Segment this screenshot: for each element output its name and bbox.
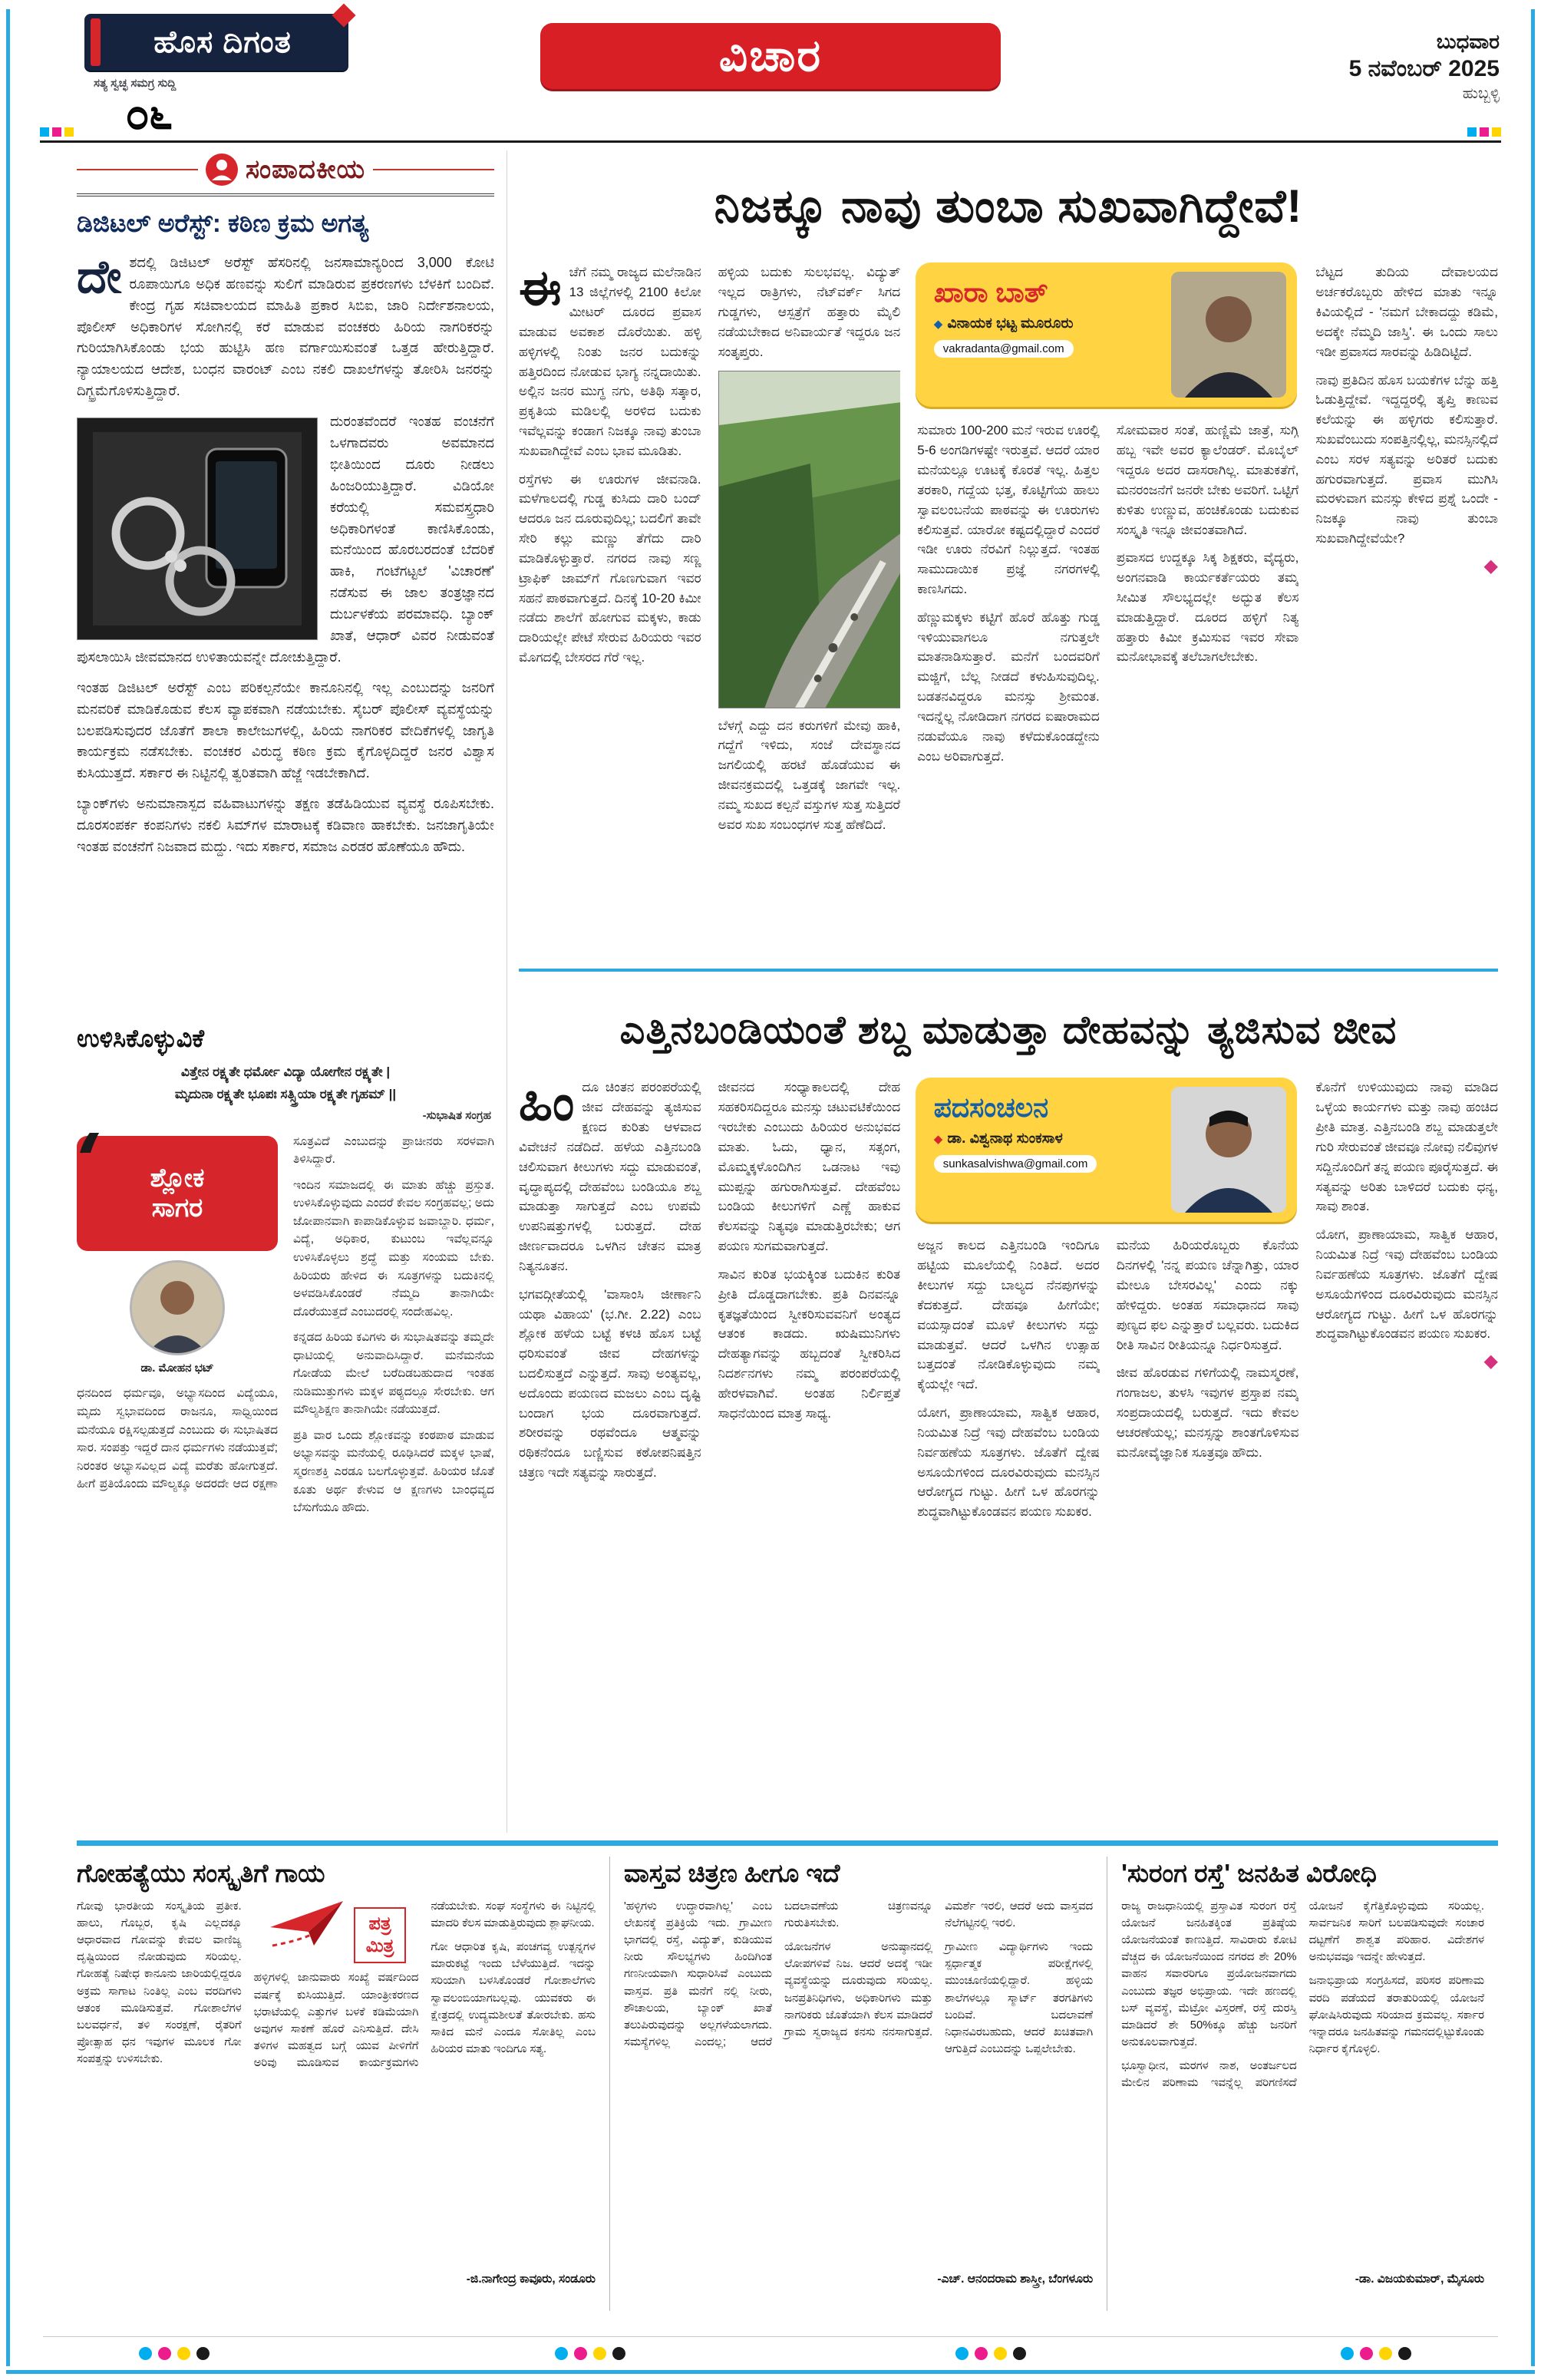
second-article (519, 982, 1498, 1847)
editorial-headline: ಡಿಜಿಟಲ್ ಅರೆಸ್ಟ್: ಕಠಿಣ ಕ್ರಮ ಅಗತ್ಯ (77, 209, 369, 237)
newspaper-tagline: ಸತ್ಯ ಸ್ವಚ್ಛ ಸಮಗ್ರ ಸುದ್ದಿ (94, 77, 177, 90)
editorial-emblem-icon (206, 153, 238, 186)
newspaper-logo (84, 14, 348, 71)
yellow-dot-icon (177, 2347, 190, 2360)
article-paragraph: ಬೆಟ್ಟದ ತುದಿಯ ದೇವಾಲಯದ ಅರ್ಚಕರೊಬ್ಬರು ಹೇಳಿದ ಮಾತು ಇನ್ನೂ ಕಿವಿಯಲ್ಲಿದೆ - 'ನಮಗೆ ಬೇಕಾದದ್ದು ಕಡಿಮೆ, ಅದಕ್ಕೇ ನೆಮ್ಮದಿ ಜಾಸ್ತಿ'. ಈ ಒಂದು ಸಾಲು ಇಡೀ ಪ್ರವಾಸದ ಸಾರವನ್ನು ಹಿಡಿದಿಟ್ಟಿದೆ. (1315, 265, 1498, 359)
section-banner (540, 23, 1001, 89)
date-block (1349, 29, 1500, 104)
article-paragraph: ಯೋಗ, ಪ್ರಾಣಾಯಾಮ, ಸಾತ್ವಿಕ ಆಹಾರ, ನಿಯಮಿತ ನಿದ್ರೆ ಇವು ದೇಹವೆಂಬ ಬಂಡಿಯ ನಿರ್ವಹಣೆಯ ಸೂತ್ರಗಳು. ಜೊತೆಗೆ ದ್ವೇಷ ಅಸೂಯೆಗಳಿಂದ ದೂರವಿರುವುದು ಮನಸ್ಸಿನ ಆರೋಗ್ಯದ ಗುಟ್ಟು. ಹೀಗೆ ಒಳ ಹೊರಗನ್ನು ಶುದ್ಧವಾಗಿಟ್ಟುಕೊಂಡವನ ಪಯಣ ಸುಖಕರ. (1315, 1227, 1498, 1342)
article-paragraph: ಬೆಳಗ್ಗೆ ಎದ್ದು ದನ ಕರುಗಳಿಗೆ ಮೇವು ಹಾಕಿ, ಗದ್ದೆಗೆ ಇಳಿದು, ಸಂಜೆ ದೇವಸ್ಥಾನದ ಜಗಲಿಯಲ್ಲಿ ಹರಟೆ ಹೊಡೆಯುವ ಈ ಜೀವನಕ್ರಮದಲ್ಲಿ ಒತ್ತಡಕ್ಕೆ ಜಾಗವೇ ಇಲ್ಲ. ನಮ್ಮ ಸುಖದ ಕಲ್ಪನೆ ವಸ್ತುಗಳ ಸುತ್ತ ಸುತ್ತಿದರೆ ಅವರ ಸುಖ ಸಂಬಂಧಗಳ ಸುತ್ತ ಹೆಣೆದಿದೆ. (718, 718, 901, 832)
shloka-paragraph: ಕನ್ನಡದ ಹಿರಿಯ ಕವಿಗಳು ಈ ಸುಭಾಷಿತವನ್ನು ತಮ್ಮದೇ ಧಾಟಿಯಲ್ಲಿ ಅನುವಾದಿಸಿದ್ದಾರೆ. ಮನೆಮನೆಯ ಗೋಡೆಯ ಮೇಲೆ ಬರೆದಿಡಬಹುದಾದ ಇಂತಹ ನುಡಿಮುತ್ತುಗಳು ಮಕ್ಕಳ ಪಠ್ಯದಲ್ಲೂ ಸೇರಬೇಕು. ಆಗ ಮೌಲ್ಯಶಿಕ್ಷಣ ತಾನಾಗಿಯೇ ನಡೆಯುತ್ತದೆ. (293, 1331, 494, 1417)
editorial-body (77, 253, 494, 1005)
article-end-mark: ◆ (1483, 555, 1498, 576)
shloka-paragraph: ಪ್ರತಿ ವಾರ ಒಂದು ಶ್ಲೋಕವನ್ನು ಕಂಠಪಾಠ ಮಾಡುವ ಅಭ್ಯಾಸವನ್ನು ಮನೆಯಲ್ಲಿ ರೂಢಿಸಿದರೆ ಮಕ್ಕಳ ಭಾಷೆ, ಸ್ಮರಣಶಕ್ತಿ ಎರಡೂ ಬಲಗೊಳ್ಳುತ್ತವೆ. ಹಿರಿಯರ ಜೊತೆ ಕೂತು ಅರ್ಥ ಕೇಳುವ ಆ ಕ್ಷಣಗಳು ಬಾಂಧವ್ಯದ ಬೆಸುಗೆಯೂ ಹೌದು. (293, 1428, 494, 1515)
yellow-dot-icon (1379, 2347, 1392, 2360)
letter-paragraph: ಗೋ ಆಧಾರಿತ ಕೃಷಿ, ಪಂಚಗವ್ಯ ಉತ್ಪನ್ನಗಳ ಮಾರುಕಟ್ಟೆ ಇಂದು ಬೆಳೆಯುತ್ತಿದೆ. ಇದನ್ನು ಸರಿಯಾಗಿ ಬಳಸಿಕೊಂಡರೆ ಗೋಶಾಲೆಗಳು ಸ್ವಾವಲಂಬಿಯಾಗಬಲ್ಲವು. ಯುವಕರು ಈ ಕ್ಷೇತ್ರದಲ್ಲಿ ಉದ್ಯಮಶೀಲತೆ ತೋರಬೇಕು. ಹಸು ಸಾಕಿದ ಮನೆ ಎಂದೂ ಸೋತಿಲ್ಲ ಎಂಬ ಹಿರಿಯರ ಮಾತು ಇಂದಿಗೂ ಸತ್ಯ. (431, 1940, 596, 2056)
letter-headline: ವಾಸ್ತವ ಚಿತ್ರಣ ಹೀಗೂ ಇದೆ (623, 1859, 840, 1887)
article-paragraph: ಸಾವಿನ ಕುರಿತ ಭಯಕ್ಕಿಂತ ಬದುಕಿನ ಕುರಿತ ಪ್ರೀತಿ ದೊಡ್ಡದಾಗಬೇಕು. ಪ್ರತಿ ದಿನವನ್ನೂ ಕೃತಜ್ಞತೆಯಿಂದ ಸ್ವೀಕರಿಸುವವನಿಗೆ ಅಂತ್ಯದ ಆತಂಕ ಕಾಡದು. ಋಷಿಮುನಿಗಳು ದೇಹತ್ಯಾಗವನ್ನು ಹಬ್ಬದಂತೆ ಸ್ವೀಕರಿಸಿದ ನಿದರ್ಶನಗಳು ನಮ್ಮ ಪರಂಪರೆಯಲ್ಲಿ ಹೇರಳವಾಗಿವೆ. ಅಂತಹ ನಿರ್ಲಿಪ್ತತೆ ಸಾಧನೆಯಿಂದ ಮಾತ್ರ ಸಾಧ್ಯ. (718, 1266, 901, 1421)
article-paragraph: ಹೆಣ್ಣುಮಕ್ಕಳು ಕಟ್ಟಿಗೆ ಹೊರೆ ಹೊತ್ತು ಗುಡ್ಡ ಇಳಿಯುವಾಗಲೂ ನಗುತ್ತಲೇ ಮಾತನಾಡಿಸುತ್ತಾರೆ. ಮನೆಗೆ ಬಂದವರಿಗೆ ಮಜ್ಜಿಗೆ, ಬೆಲ್ಲ ನೀಡದೆ ಕಳುಹಿಸುವುದಿಲ್ಲ. ಬಡತನವಿದ್ದರೂ ಮನಸ್ಸು ಶ್ರೀಮಂತ. ಇದನ್ನೆಲ್ಲ ನೋಡಿದಾಗ ನಗರದ ಐಷಾರಾಮದ ನಡುವೆಯೂ ನಾವು ಕಳೆದುಕೊಂಡದ್ದೇನು ಎಂಬ ಅರಿವಾಗುತ್ತದೆ. (917, 609, 1100, 764)
yellow-dot-icon (593, 2347, 606, 2360)
diamond-bullet-icon: ◆ (933, 318, 943, 332)
color-registration-dots (555, 2347, 625, 2360)
hill-road-photo (718, 371, 901, 708)
shloka-verse-line-1: ವಿತ್ತೇನ ರಕ್ಷ್ಯತೇ ಧರ್ಮೋ ವಿದ್ಯಾ ಯೋಗೇನ ರಕ್ಷ್ಯತೇ | (180, 1064, 391, 1079)
article-column-1 (519, 1078, 701, 1847)
letter-headline: ಗೋಹತ್ಯೆಯು ಸಂಸ್ಕೃತಿಗೆ ಗಾಯ (77, 1859, 325, 1887)
letter-article-1 (77, 1857, 609, 2311)
letter-headline: 'ಸುರಂಗ ರಸ್ತೆ' ಜನಹಿತ ವಿರೋಧಿ (1121, 1859, 1377, 1887)
yellow-mark-icon (1492, 127, 1501, 137)
shloka-section-headline: ಉಳಿಸಿಕೊಳ್ಳುವಿಕೆ (77, 1024, 205, 1052)
editorial-paragraph: ಇಂತಹ ಡಿಜಿಟಲ್ ಅರೆಸ್ಟ್ ಎಂಬ ಪರಿಕಲ್ಪನೆಯೇ ಕಾನೂನಿನಲ್ಲಿ ಇಲ್ಲ ಎಂಬುದನ್ನು ಜನರಿಗೆ ಮನವರಿಕೆ ಮಾಡಿಕೊಡುವ ಕೆಲಸ ವ್ಯಾಪಕವಾಗಿ ನಡೆಯಬೇಕು. ಸೈಬರ್ ಪೊಲೀಸ್ ವ್ಯವಸ್ಥೆಯನ್ನು ಬಲಪಡಿಸುವುದರ ಜೊತೆಗೆ ಶಾಲಾ ಕಾಲೇಜುಗಳಲ್ಲಿ, ಹಿರಿಯ ನಾಗರಿಕರ ವೇದಿಕೆಗಳಲ್ಲಿ ಜಾಗೃತಿ ಕಾರ್ಯಕ್ರಮ ನಡೆಸಬೇಕು. ವಂಚಕರ ವಿರುದ್ಧ ಕಠಿಣ ಕ್ರಮ ಕೈಗೊಳ್ಳದಿದ್ದರೆ ಜನರ ವಿಶ್ವಾಸ ಕುಸಿಯುತ್ತದೆ. ಸರ್ಕಾರ ಈ ನಿಟ್ಟಿನಲ್ಲಿ ತ್ವರಿತವಾಗಿ ಹೆಜ್ಜೆ ಇಡಬೇಕಾಗಿದೆ. (77, 679, 494, 781)
article-paragraph: ದೂ ಚಿಂತನ ಪರಂಪರೆಯಲ್ಲಿ ಜೀವ ದೇಹವನ್ನು ತ್ಯಜಿಸುವ ಕ್ಷಣದ ಕುರಿತು ಆಳವಾದ ವಿವೇಚನೆ ನಡೆದಿದೆ. ಹಳೆಯ ಎತ್ತಿನಬಂಡಿ ಚಲಿಸುವಾಗ ಕೀಲುಗಳು ಸದ್ದು ಮಾಡುವಂತೆ, ವೃದ್ಧಾಪ್ಯದಲ್ಲಿ ದೇಹವೆಂಬ ಬಂಡಿಯೂ ಶಬ್ದ ಮಾಡುತ್ತಾ ಸಾಗುತ್ತದೆ ಎಂಬ ಉಪಮೆ ಉಪನಿಷತ್ತುಗಳಲ್ಲಿ ಬರುತ್ತದೆ. ದೇಹ ಜೀರ್ಣವಾದರೂ ಒಳಗಿನ ಚೇತನ ಮಾತ್ರ ನಿತ್ಯನೂತನ. (519, 1080, 701, 1273)
letter-signature: -ಎಚ್. ಆನಂದರಾಮ ಶಾಸ್ತ್ರೀ, ಬೆಂಗಳೂರು (937, 2272, 1094, 2286)
magenta-mark-icon (52, 127, 61, 137)
article-paragraph: ಯೋಗ, ಪ್ರಾಣಾಯಾಮ, ಸಾತ್ವಿಕ ಆಹಾರ, ನಿಯಮಿತ ನಿದ್ರೆ ಇವು ದೇಹವೆಂಬ ಬಂಡಿಯ ನಿರ್ವಹಣೆಯ ಸೂತ್ರಗಳು. ಜೊತೆಗೆ ದ್ವೇಷ ಅಸೂಯೆಗಳಿಂದ ದೂರವಿರುವುದು ಮನಸ್ಸಿನ ಆರೋಗ್ಯದ ಗುಟ್ಟು. ಹೀಗೆ ಒಳ ಹೊರಗನ್ನು ಶುದ್ಧವಾಗಿಟ್ಟುಕೊಂಡವನ ಪಯಣ ಸುಖಕರ. (917, 1405, 1100, 1520)
author-card-padasanchalana (916, 1078, 1298, 1222)
article-column-2 (718, 262, 901, 993)
magenta-dot-icon (975, 2347, 988, 2360)
letters-strip (77, 1840, 1498, 2329)
article-paragraph: ಹಳ್ಳಿಯ ಬದುಕು ಸುಲಭವಲ್ಲ. ವಿದ್ಯುತ್ ಇಲ್ಲದ ರಾತ್ರಿಗಳು, ನೆಟ್‌ವರ್ಕ್ ಸಿಗದ ಗುಡ್ಡಗಳು, ಆಸ್ಪತ್ರೆಗೆ ಹತ್ತಾರು ಮೈಲಿ ನಡೆಯಬೇಕಾದ ಅನಿವಾರ್ಯತೆ ಇದ್ದರೂ ಜನ ಸಂತೃಪ್ತರು. (718, 265, 901, 359)
shloka-box-line2: ಸಾಗರ (151, 1193, 203, 1223)
page-header (40, 12, 1501, 143)
column-title: ಖಾರಾ ಬಾತ್ (933, 276, 1048, 309)
author-email: vakradanta@gmail.com (934, 340, 1074, 358)
letter-paragraph: ಗೋವು ಭಾರತೀಯ ಸಂಸ್ಕೃತಿಯ ಪ್ರತೀಕ. ಹಾಲು, ಗೊಬ್ಬರ, ಕೃಷಿ ಎಲ್ಲದಕ್ಕೂ ಆಧಾರವಾದ ಗೋವನ್ನು ಕೇವಲ ವಾಣಿಜ್ಯ ದೃಷ್ಟಿಯಿಂದ ನೋಡುವುದು ಸರಿಯಲ್ಲ. ಗೋಹತ್ಯೆ ನಿಷೇಧ ಕಾನೂನು ಜಾರಿಯಲ್ಲಿದ್ದರೂ ಅಕ್ರಮ ಸಾಗಾಟ ನಿಂತಿಲ್ಲ ಎಂಬ ವರದಿಗಳು ಆತಂಕ ಮೂಡಿಸುತ್ತವೆ. ಗೋಶಾಲೆಗಳ ಬಲವರ್ಧನೆ, ತಳಿ ಸಂರಕ್ಷಣೆ, ರೈತರಿಗೆ ಪ್ರೋತ್ಸಾಹ ಧನ ಇವುಗಳ ಮೂಲಕ ಗೋ ಸಂಪತ್ತನ್ನು ಉಳಿಸಬೇಕು. (77, 1900, 242, 2066)
paper-plane-icon (266, 1898, 351, 1952)
editorial-paragraph: ದುರಂತವೆಂದರೆ ಇಂತಹ ವಂಚನೆಗೆ ಒಳಗಾದವರು ಅವಮಾನದ ಭೀತಿಯಿಂದ ದೂರು ನೀಡಲು ಹಿಂಜರಿಯುತ್ತಿದ್ದಾರೆ. ವಿಡಿಯೋ ಕರೆಯಲ್ಲಿ ಸಮವಸ್ತ್ರಧಾರಿ ಅಧಿಕಾರಿಗಳಂತೆ ಕಾಣಿಸಿಕೊಂಡು, ಮನೆಯಿಂದ ಹೊರಬರದಂತೆ ಬೆದರಿಕೆ ಹಾಕಿ, ಗಂಟೆಗಟ್ಟಲೆ 'ವಿಚಾರಣೆ' ನಡೆಸುವ ಈ ಜಾಲ ತಂತ್ರಜ್ಞಾನದ ದುರ್ಬಳಕೆಯ ಪರಮಾವಧಿ. ಬ್ಯಾಂಕ್ ಖಾತೆ, ಆಧಾರ್ ವಿವರ ನೀಡುವಂತೆ ಪುಸಲಾಯಿಸಿ ಜೀವಮಾನದ ಉಳಿತಾಯವನ್ನೇ ದೋಚುತ್ತಿದ್ದಾರೆ. (77, 414, 494, 665)
author-name: ◆ ಡಾ. ವಿಶ್ವನಾಥ ಸುಂಕಸಾಳ (933, 1131, 1063, 1147)
diamond-bullet-icon: ◆ (933, 1133, 943, 1147)
letters-row (77, 1857, 1498, 2311)
letter-paragraph: ಹಳ್ಳಿಗಳಲ್ಲಿ ಜಾನುವಾರು ಸಂಖ್ಯೆ ವರ್ಷದಿಂದ ವರ್ಷಕ್ಕೆ ಕುಸಿಯುತ್ತಿದೆ. ಯಾಂತ್ರೀಕರಣದ ಭರಾಟೆಯಲ್ಲಿ ಎತ್ತುಗಳ ಬಳಕೆ ಕಡಿಮೆಯಾಗಿ ಅವುಗಳ ಸಾಕಣೆ ಹೊರೆ ಎನಿಸುತ್ತಿದೆ. ದೇಸಿ ತಳಿಗಳ ಮಹತ್ವದ ಬಗ್ಗೆ ಯುವ ಪೀಳಿಗೆಗೆ ಅರಿವು ಮೂಡಿಸುವ ಕಾರ್ಯಕ್ರಮಗಳು ನಡೆಯಬೇಕು. ಸಂಘ ಸಂಸ್ಥೆಗಳು ಈ ನಿಟ್ಟಿನಲ್ಲಿ ಮಾದರಿ ಕೆಲಸ ಮಾಡುತ್ತಿರುವುದು ಶ್ಲಾಘನೀಯ. (253, 1900, 596, 2070)
footer-rule (43, 2336, 1498, 2337)
column-title: ಪದಸಂಚಲನ (933, 1091, 1049, 1124)
letter-signature: -ಡಾ. ವಿಜಯಕುಮಾರ್, ಮೈಸೂರು (1355, 2272, 1484, 2286)
patra-mitra-graphic (254, 1898, 419, 1964)
page-number: ೦೬ (126, 91, 173, 137)
lead-article (519, 150, 1498, 993)
lead-article-body (519, 262, 1498, 993)
logo-ribbon-icon (91, 18, 101, 66)
shloka-sagara-graphic (77, 1136, 278, 1378)
shloka-paragraph: ಇಂದಿನ ಸಮಾಜದಲ್ಲಿ ಈ ಮಾತು ಹೆಚ್ಚು ಪ್ರಸ್ತುತ. ಉಳಿಸಿಕೊಳ್ಳುವುದು ಎಂದರೆ ಕೇವಲ ಸಂಗ್ರಹವಲ್ಲ; ಅದು ಜೋಪಾನವಾಗಿ ಕಾಪಾಡಿಕೊಳ್ಳುವ ಜವಾಬ್ದಾರಿ. ಧರ್ಮ, ವಿದ್ಯೆ, ಅಧಿಕಾರ, ಕುಟುಂಬ ಇವೆಲ್ಲವನ್ನೂ ಉಳಿಸಿಕೊಳ್ಳಲು ಶ್ರದ್ಧೆ ಮತ್ತು ಸಂಯಮ ಬೇಕು. ಹಿರಿಯರು ಹೇಳಿದ ಈ ಸೂತ್ರಗಳನ್ನು ಬದುಕಿನಲ್ಲಿ ಅಳವಡಿಸಿಕೊಂಡರೆ ನೆಮ್ಮದಿ ತಾನಾಗಿಯೇ ದೊರೆಯುತ್ತದೆ ಎಂಬುದರಲ್ಲಿ ಸಂದೇಹವಿಲ್ಲ. (293, 1178, 494, 1319)
magenta-mark-icon (1480, 127, 1489, 137)
weekday: ಬುಧವಾರ (1436, 30, 1500, 53)
rule-left (77, 169, 198, 170)
cyan-mark-icon (1467, 127, 1477, 137)
second-article-headline: ಎತ್ತಿನಬಂಡಿಯಂತೆ ಶಬ್ದ ಮಾಡುತ್ತಾ ದೇಹವನ್ನು ತ್ಯಜಿಸುವ ಜೀವ (619, 1008, 1397, 1052)
letter-signature: -ಜಿ.ನಾಗೇಂದ್ರ ಕಾವೂರು, ಸಂಡೂರು (466, 2272, 596, 2286)
magenta-dot-icon (574, 2347, 587, 2360)
article-column-2 (718, 1078, 901, 1847)
shloka-attribution: -ಸುಭಾಷಿತ ಸಂಗ್ರಹ (422, 1108, 491, 1122)
letter-body (624, 1898, 1093, 2265)
author-name: ◆ ವಿನಾಯಕ ಭಟ್ಟ ಮೂರೂರು (933, 315, 1074, 332)
letter-paragraph: ಜನಾಭಿಪ್ರಾಯ ಸಂಗ್ರಹಿಸದೆ, ಪರಿಸರ ಪರಿಣಾಮ ವರದಿ ಪಡೆಯದೆ ತರಾತುರಿಯಲ್ಲಿ ಯೋಜನೆ ಘೋಷಿಸಿರುವುದು ಸರಿಯಾದ ಕ್ರಮವಲ್ಲ. ಸರ್ಕಾರ ಇನ್ನಾದರೂ ಜನಹಿತವನ್ನು ಗಮನದಲ್ಲಿಟ್ಟುಕೊಂಡು ನಿರ್ಧಾರ ಕೈಗೊಳ್ಳಲಿ. (1308, 1975, 1484, 2056)
editorial-column (77, 150, 507, 1833)
yellow-dot-icon (994, 2347, 1007, 2360)
article-paragraph: ಚೆಗೆ ನಮ್ಮ ರಾಜ್ಯದ ಮಲೆನಾಡಿನ 13 ಜಿಲ್ಲೆಗಳಲ್ಲಿ 2100 ಕಿಲೋ ಮೀಟರ್ ದೂರದ ಪ್ರವಾಸ ಮಾಡುವ ಅವಕಾಶ ದೊರೆಯಿತು. ಹಳ್ಳಿ ಹಳ್ಳಿಗಳಲ್ಲಿ ನಿಂತು ಜನರ ಬದುಕನ್ನು ಹತ್ತಿರದಿಂದ ನೋಡುವ ಭಾಗ್ಯ ನನ್ನದಾಯಿತು. ಅಲ್ಲಿನ ಜನರ ಮುಗ್ಧ ನಗು, ಅತಿಥಿ ಸತ್ಕಾರ, ಪ್ರಕೃತಿಯ ಮಡಿಲಲ್ಲಿ ಅರಳಿದ ಬದುಕು ಇವೆಲ್ಲವನ್ನು ಕಂಡಾಗ ನಿಜಕ್ಕೂ ನಾವು ತುಂಬಾ ಸುಖವಾಗಿದ್ದೇವೆ ಎಂಬ ಭಾವ ಮೂಡಿತು. (519, 265, 701, 458)
shloka-paragraph: ಧನದಿಂದ ಧರ್ಮವೂ, ಅಭ್ಯಾಸದಿಂದ ವಿದ್ಯೆಯೂ, ಮೃದು ಸ್ವಭಾವದಿಂದ ರಾಜನೂ, ಸಾಧ್ವಿಯಿಂದ ಮನೆಯೂ ರಕ್ಷಿಸಲ್ಪಡುತ್ತದೆ ಎಂಬುದು ಈ ಸುಭಾಷಿತದ ಸಾರ. ಸಂಪತ್ತು ಇದ್ದರೆ ದಾನ ಧರ್ಮಗಳು ನಡೆಯುತ್ತವೆ; ನಿರಂತರ ಅಭ್ಯಾಸವಿಲ್ಲದ ವಿದ್ಯೆ ಮರೆತು ಹೋಗುತ್ತದೆ. ಹೀಗೆ ಪ್ರತಿಯೊಂದು ಮೌಲ್ಯಕ್ಕೂ ಅದರದೇ ಆದ ರಕ್ಷಣಾ ಸೂತ್ರವಿದೆ ಎಂಬುದನ್ನು ಪ್ರಾಚೀನರು ಸರಳವಾಗಿ ತಿಳಿಸಿದ್ದಾರೆ. (77, 1134, 494, 1491)
date: 5 ನವೆಂಬರ್ 2025 (1348, 55, 1500, 81)
editorial-section-header (77, 150, 494, 196)
article-column-5 (1315, 262, 1498, 993)
author-email: sunkasalvishwa@gmail.com (934, 1155, 1097, 1173)
color-registration-dots (1341, 2347, 1411, 2360)
section-title: ವಿಚಾರ (718, 31, 823, 81)
black-dot-icon (1013, 2347, 1026, 2360)
article-paragraph: ಜೀವ ಹೊರಡುವ ಗಳಿಗೆಯಲ್ಲಿ ನಾಮಸ್ಮರಣೆ, ಗಂಗಾಜಲ, ತುಳಸಿ ಇವುಗಳ ಪ್ರಸ್ತಾಪ ನಮ್ಮ ಸಂಪ್ರದಾಯದಲ್ಲಿ ಬರುತ್ತದೆ. ಇದು ಕೇವಲ ಆಚರಣೆಯಲ್ಲ; ಮನಸ್ಸನ್ನು ಶಾಂತಗೊಳಿಸುವ ಮನೋವೈಜ್ಞಾನಿಕ ಸೂತ್ರವೂ ಹೌದು. (1116, 1365, 1299, 1460)
author-card-text (916, 1078, 1172, 1222)
shloka-verse-line-2: ಮೃದುನಾ ರಕ್ಷ್ಯತೇ ಭೂಪಃ ಸತ್ಸ್ತ್ರಿಯಾ ರಕ್ಷ್ಯತೇ ಗೃಹಮ್ || (174, 1086, 397, 1101)
cyan-mark-icon (40, 127, 49, 137)
cyan-dot-icon (139, 2347, 152, 2360)
article-dropcap: ಹಿಂ (519, 1078, 575, 1131)
black-dot-icon (196, 2347, 210, 2360)
article-dropcap: ಈ (519, 262, 562, 316)
bottom-edge-rule (6, 2370, 1535, 2374)
editorial-paragraph: ಶದಲ್ಲಿ ಡಿಜಿಟಲ್ ಅರೆಸ್ಟ್ ಹೆಸರಿನಲ್ಲಿ ಜನಸಾಮಾನ್ಯರಿಂದ 3,000 ಕೋಟಿ ರೂಪಾಯಿಗೂ ಅಧಿಕ ಹಣವನ್ನು ಸುಲಿಗೆ ಮಾಡಿರುವ ಪ್ರಕರಣಗಳು ಬೆಳಕಿಗೆ ಬಂದಿವೆ. ಕೇಂದ್ರ ಗೃಹ ಸಚಿವಾಲಯದ ಮಾಹಿತಿ ಪ್ರಕಾರ ಸಿಬಿಐ, ಜಾರಿ ನಿರ್ದೇಶನಾಲಯ, ಪೊಲೀಸ್ ಅಧಿಕಾರಿಗಳ ಸೋಗಿನಲ್ಲಿ ಕರೆ ಮಾಡುವ ವಂಚಕರು ಹಿರಿಯ ನಾಗರಿಕರನ್ನು ಗುರಿಯಾಗಿಸಿಕೊಂಡು ಭಯ ಹುಟ್ಟಿಸಿ ಹಣ ವರ್ಗಾಯಿಸುವಂತೆ ಒತ್ತಡ ಹೇರುತ್ತಿದ್ದಾರೆ. ನ್ಯಾಯಾಲಯದ ಆದೇಶ, ಬಂಧನ ವಾರಂಟ್ ಎಂಬ ನಕಲಿ ದಾಖಲೆಗಳನ್ನು ತೋರಿಸಿ ಜನರನ್ನು ದಿಗ್ಭ್ರಮೆಗೊಳಿಸುತ್ತಿದ್ದಾರೆ. (77, 254, 494, 399)
shloka-box-line1: ಶ್ಲೋಕ (150, 1163, 205, 1193)
author-photo (1171, 272, 1286, 398)
article-paragraph: ಭಗವದ್ಗೀತೆಯಲ್ಲಿ 'ವಾಸಾಂಸಿ ಜೀರ್ಣಾನಿ ಯಥಾ ವಿಹಾಯ' (ಭ.ಗೀ. 2.22) ಎಂಬ ಶ್ಲೋಕ ಹಳೆಯ ಬಟ್ಟೆ ಕಳಚಿ ಹೊಸ ಬಟ್ಟೆ ಧರಿಸುವಂತೆ ಜೀವ ದೇಹಗಳನ್ನು ಬದಲಿಸುತ್ತದೆ ಎನ್ನುತ್ತದೆ. ಸಾವು ಅಂತ್ಯವಲ್ಲ, ಅದೊಂದು ಪಯಣದ ಮಜಲು ಎಂಬ ದೃಷ್ಟಿ ಬಂದಾಗ ಭಯ ದೂರವಾಗುತ್ತದೆ. ಶರೀರವನ್ನು ರಥವೆಂದೂ ಆತ್ಮವನ್ನು ರಥಿಕನೆಂದೂ ಬಣ್ಣಿಸುವ ಕಠೋಪನಿಷತ್ತಿನ ಚಿತ್ರಣ ಇದೇ ಸತ್ಯವನ್ನು ಸಾರುತ್ತದೆ. (519, 1286, 701, 1480)
letter-paragraph: ಗ್ರಾಮೀಣ ವಿದ್ಯಾರ್ಥಿಗಳು ಇಂದು ಸ್ಪರ್ಧಾತ್ಮಕ ಪರೀಕ್ಷೆಗಳಲ್ಲಿ ಮುಂಚೂಣಿಯಲ್ಲಿದ್ದಾರೆ. ಹಳ್ಳಿಯ ಶಾಲೆಗಳಲ್ಲೂ ಸ್ಮಾರ್ಟ್ ತರಗತಿಗಳು ಬಂದಿವೆ. ಬದಲಾವಣೆ ನಿಧಾನವಿರಬಹುದು, ಆದರೆ ಖಚಿತವಾಗಿ ಆಗುತ್ತಿದೆ ಎಂಬುದನ್ನು ಒಪ್ಪಲೇಬೇಕು. (945, 1940, 1094, 2056)
author-card-text (916, 262, 1172, 407)
letter-paragraph: ಯೋಜನೆಗಳ ಅನುಷ್ಠಾನದಲ್ಲಿ ಲೋಪಗಳಿವೆ ನಿಜ. ಆದರೆ ಅದಕ್ಕೆ ಇಡೀ ವ್ಯವಸ್ಥೆಯನ್ನು ದೂರುವುದು ಸರಿಯಲ್ಲ. ಜನಪ್ರತಿನಿಧಿಗಳು, ಅಧಿಕಾರಿಗಳು ಮತ್ತು ನಾಗರಿಕರು ಜೊತೆಯಾಗಿ ಕೆಲಸ ಮಾಡಿದರೆ ಗ್ರಾಮ ಸ್ವರಾಜ್ಯದ ಕನಸು ನನಸಾಗುತ್ತದೆ. ವಿಮರ್ಶೆ ಇರಲಿ, ಆದರೆ ಅದು ವಾಸ್ತವದ ನೆಲೆಗಟ್ಟಿನಲ್ಲಿ ಇರಲಿ. (784, 1900, 1094, 2038)
editorial-section-label: ಸಂಪಾದಕೀಯ (246, 154, 365, 184)
rule-right (373, 169, 494, 170)
black-dot-icon (612, 2347, 625, 2360)
lead-article-headline: ನಿಜಕ್ಕೂ ನಾವು ತುಂಬಾ ಸುಖವಾಗಿದ್ದೇವೆ! (714, 180, 1303, 233)
shloka-body (77, 1133, 494, 1778)
columnist-name: ಡಾ. ಮೋಹನ ಭಟ್ (140, 1361, 214, 1375)
cyan-dot-icon (1341, 2347, 1354, 2360)
header-rule (40, 140, 1501, 143)
author-card-khara-baat (916, 262, 1298, 407)
handcuffs-photo (77, 418, 318, 640)
magenta-dot-icon (1360, 2347, 1373, 2360)
article-paragraph: ಸುಮಾರು 100-200 ಮನೆ ಇರುವ ಊರಲ್ಲಿ 5-6 ಅಂಗಡಿಗಳಷ್ಟೇ ಇರುತ್ತವೆ. ಆದರೆ ಯಾರ ಮನೆಯಲ್ಲೂ ಊಟಕ್ಕೆ ಕೊರತೆ ಇಲ್ಲ. ಹಿತ್ತಲ ತರಕಾರಿ, ಗದ್ದೆಯ ಭತ್ತ, ಕೊಟ್ಟಿಗೆಯ ಹಾಲು ಸ್ವಾವಲಂಬನೆಯ ಪಾಠವನ್ನು ಈ ಊರುಗಳು ಕಲಿಸುತ್ತವೆ. ಯಾರೋ ಕಷ್ಟದಲ್ಲಿದ್ದಾರೆ ಎಂದರೆ ಇಡೀ ಊರು ನೆರವಿಗೆ ನಿಲ್ಲುತ್ತದೆ. ಇಂತಹ ಸಾಮುದಾಯಿಕ ಪ್ರಜ್ಞೆ ನಗರಗಳಲ್ಲಿ ಕಾಣಸಿಗದು. (917, 423, 1100, 596)
registration-marks-left (40, 127, 74, 137)
logo-flag-icon (332, 3, 355, 27)
article-paragraph: ರಸ್ತೆಗಳು ಈ ಊರುಗಳ ಜೀವನಾಡಿ. ಮಳೆಗಾಲದಲ್ಲಿ ಗುಡ್ಡ ಕುಸಿದು ದಾರಿ ಬಂದ್ ಆದರೂ ಜನ ದೂರುವುದಿಲ್ಲ; ಬದಲಿಗೆ ತಾವೇ ಸೇರಿ ಕಲ್ಲು ಮಣ್ಣು ತೆಗೆದು ದಾರಿ ಮಾಡಿಕೊಳ್ಳುತ್ತಾರೆ. ನಗರದ ನಾವು ಸಣ್ಣ ಟ್ರಾಫಿಕ್ ಜಾಮ್‌ಗೆ ಗೊಣಗುವಾಗ ಇವರ ಸಹನೆ ಪಾಠವಾಗುತ್ತದೆ. ದಿನಕ್ಕೆ 10-20 ಕಿಮೀ ನಡೆದು ಶಾಲೆಗೆ ಹೋಗುವ ಮಕ್ಕಳು, ಕಾಡು ದಾರಿಯಲ್ಲೇ ಪೇಟೆ ಸೇರುವ ಹಿರಿಯರು ಇವರ ಮೊಗದಲ್ಲಿ ಬೇಸರದ ಗೆರೆ ಇಲ್ಲ. (519, 471, 701, 665)
article-paragraph: ಕೊನೆಗೆ ಉಳಿಯುವುದು ನಾವು ಮಾಡಿದ ಒಳ್ಳೆಯ ಕಾರ್ಯಗಳು ಮತ್ತು ನಾವು ಹಂಚಿದ ಪ್ರೀತಿ ಮಾತ್ರ. ಎತ್ತಿನಬಂಡಿ ಶಬ್ದ ಮಾಡುತ್ತಲೇ ಗುರಿ ಸೇರುವಂತೆ ಜೀವವೂ ನೋವು ನಲಿವುಗಳ ಸದ್ದಿನೊಂದಿಗೆ ತನ್ನ ಪಯಣ ಪೂರೈಸುತ್ತದೆ. ಈ ಸತ್ಯವನ್ನು ಅರಿತು ಬಾಳಿದರೆ ಬದುಕು ಧನ್ಯ, ಸಾವು ಶಾಂತ. (1315, 1080, 1498, 1214)
article-paragraph: ಪ್ರವಾಸದ ಉದ್ದಕ್ಕೂ ಸಿಕ್ಕ ಶಿಕ್ಷಕರು, ವೈದ್ಯರು, ಅಂಗನವಾಡಿ ಕಾರ್ಯಕರ್ತೆಯರು ತಮ್ಮ ಸೀಮಿತ ಸೌಲಭ್ಯದಲ್ಲೇ ಅದ್ಭುತ ಕೆಲಸ ಮಾಡುತ್ತಿದ್ದಾರೆ. ದೂರದ ಹಳ್ಳಿಗೆ ನಿತ್ಯ ಹತ್ತಾರು ಕಿಮೀ ಕ್ರಮಿಸುವ ಇವರ ಸೇವಾ ಮನೋಭಾವಕ್ಕೆ ತಲೆಬಾಗಲೇಬೇಕು. (1116, 550, 1299, 665)
letter-paragraph: 'ಹಳ್ಳಿಗಳು ಉದ್ಧಾರವಾಗಿಲ್ಲ' ಎಂಬ ಲೇಖನಕ್ಕೆ ಪ್ರತಿಕ್ರಿಯೆ ಇದು. ಗ್ರಾಮೀಣ ಭಾಗದಲ್ಲಿ ರಸ್ತೆ, ವಿದ್ಯುತ್, ಕುಡಿಯುವ ನೀರು ಸೌಲಭ್ಯಗಳು ಹಿಂದಿಗಿಂತ ಗಣನೀಯವಾಗಿ ಸುಧಾರಿಸಿವೆ ಎಂಬುದು ವಾಸ್ತವ. ಪ್ರತಿ ಮನೆಗೆ ನಲ್ಲಿ ನೀರು, ಶೌಚಾಲಯ, ಬ್ಯಾಂಕ್ ಖಾತೆ ತಲುಪಿರುವುದನ್ನು ಅಲ್ಲಗಳೆಯಲಾಗದು. ಸಮಸ್ಯೆಗಳಿಲ್ಲ ಎಂದಲ್ಲ; ಆದರೆ ಬದಲಾವಣೆಯ ಚಿತ್ರಣವನ್ನೂ ಗುರುತಿಸಬೇಕು. (623, 1900, 933, 2049)
letters-top-rule (77, 1840, 1498, 1846)
letter-body (1121, 1898, 1484, 2265)
article-paragraph: ಸೋಮವಾರ ಸಂತೆ, ಹುಣ್ಣಿಮೆ ಜಾತ್ರೆ, ಸುಗ್ಗಿ ಹಬ್ಬ ಇವೇ ಅವರ ಕ್ಯಾಲೆಂಡರ್. ಮೊಬೈಲ್ ಇದ್ದರೂ ಅದರ ದಾಸರಾಗಿಲ್ಲ. ಮಾತುಕತೆಗೆ, ಮನರಂಜನೆಗೆ ಜನರೇ ಬೇಕು ಅವರಿಗೆ. ಒಟ್ಟಿಗೆ ಕುಳಿತು ಉಣ್ಣುವ, ಹಂಚಿಕೊಂಡು ಬದುಕುವ ಸಂಸ್ಕೃತಿ ಇನ್ನೂ ಜೀವಂತವಾಗಿದೆ. (1116, 423, 1299, 537)
article-paragraph: ಅಜ್ಜನ ಕಾಲದ ಎತ್ತಿನಬಂಡಿ ಇಂದಿಗೂ ಹಟ್ಟಿಯ ಮೂಲೆಯಲ್ಲಿ ನಿಂತಿದೆ. ಅದರ ಕೀಲುಗಳ ಸದ್ದು ಬಾಲ್ಯದ ನೆನಪುಗಳನ್ನು ಕೆದಕುತ್ತದೆ. ದೇಹವೂ ಹೀಗೆಯೇ; ವಯಸ್ಸಾದಂತೆ ಮೂಳೆ ಕೀಲುಗಳು ಸದ್ದು ಮಾಡುತ್ತವೆ. ಆದರೆ ಒಳಗಿನ ಉತ್ಸಾಹ ಬತ್ತದಂತೆ ನೋಡಿಕೊಳ್ಳುವುದು ನಮ್ಮ ಕೈಯಲ್ಲೇ ಇದೆ. (917, 1238, 1100, 1392)
registration-marks-right (1467, 127, 1501, 137)
quill-icon (77, 1133, 114, 1163)
cyan-dot-icon (555, 2347, 568, 2360)
patra-mitra-label: ಪತ್ರ ಮಿತ್ರ (354, 1907, 407, 1964)
yellow-mark-icon (64, 127, 74, 137)
color-registration-dots (139, 2347, 210, 2360)
color-registration-dots (955, 2347, 1026, 2360)
shloka-sagara-box (77, 1136, 278, 1251)
author-photo (1171, 1087, 1286, 1213)
article-paragraph: ಜೀವನದ ಸಂಧ್ಯಾಕಾಲದಲ್ಲಿ ದೇಹ ಸಹಕರಿಸದಿದ್ದರೂ ಮನಸ್ಸು ಚಟುವಟಿಕೆಯಿಂದ ಇರಬೇಕು ಎಂಬುದು ಹಿರಿಯರ ಅನುಭವದ ಮಾತು. ಓದು, ಧ್ಯಾನ, ಸತ್ಸಂಗ, ಮೊಮ್ಮಕ್ಕಳೊಂದಿಗಿನ ಒಡನಾಟ ಇವು ಮುಪ್ಪನ್ನು ಹಗುರಾಗಿಸುತ್ತವೆ. ದೇಹವೆಂಬ ಬಂಡಿಯ ಕೀಲುಗಳಿಗೆ ಎಣ್ಣೆ ಹಾಕುವ ಕೆಲಸವನ್ನು ನಿತ್ಯವೂ ಮಾಡುತ್ತಿರಬೇಕು; ಆಗ ಪಯಣ ಸುಗಮವಾಗುತ್ತದೆ. (718, 1080, 901, 1254)
article-paragraph: ನಾವು ಪ್ರತಿದಿನ ಹೊಸ ಬಯಕೆಗಳ ಬೆನ್ನು ಹತ್ತಿ ಓಡುತ್ತಿದ್ದೇವೆ. ಇದ್ದದ್ದರಲ್ಲಿ ತೃಪ್ತಿ ಕಾಣುವ ಕಲೆಯನ್ನು ಈ ಹಳ್ಳಿಗರು ಕಲಿಸುತ್ತಾರೆ. ಸುಖವೆಂಬುದು ಸಂಪತ್ತಿನಲ್ಲಿಲ್ಲ, ಮನಸ್ಸಿನಲ್ಲಿದೆ ಎಂಬ ಸರಳ ಸತ್ಯವನ್ನು ಅರಿತರೆ ಬದುಕು ಹಗುರವಾಗುತ್ತದೆ. ಪ್ರವಾಸ ಮುಗಿಸಿ ಮರಳುವಾಗ ಮನಸ್ಸು ಕೇಳಿದ ಪ್ರಶ್ನೆ ಒಂದೇ - ನಿಜಕ್ಕೂ ನಾವು ತುಂಬಾ ಸುಖವಾಗಿದ್ದೇವೆಯೇ? (1315, 372, 1498, 546)
letter-article-2 (609, 1857, 1107, 2311)
letter-article-3 (1107, 1857, 1498, 2311)
article-end-mark: ◆ (1483, 1351, 1498, 1372)
article-paragraph: ಮನೆಯ ಹಿರಿಯರೊಬ್ಬರು ಕೊನೆಯ ದಿನಗಳಲ್ಲಿ 'ನನ್ನ ಪಯಣ ಚೆನ್ನಾಗಿತ್ತು, ಯಾರ ಮೇಲೂ ಬೇಸರವಿಲ್ಲ' ಎಂದು ನಕ್ಕು ಹೇಳಿದ್ದರು. ಅಂತಹ ಸಮಾಧಾನದ ಸಾವು ಪುಣ್ಯದ ಫಲ ಎನ್ನುತ್ತಾರೆ ಬಲ್ಲವರು. ಬದುಕಿದ ರೀತಿ ಸಾವಿನ ರೀತಿಯನ್ನೂ ನಿರ್ಧರಿಸುತ್ತದೆ. (1116, 1238, 1299, 1352)
article-column-5 (1315, 1078, 1498, 1847)
left-edge-rule (6, 9, 10, 2366)
article-divider-rule (519, 969, 1498, 972)
newspaper-name: ಹೊಸ ದಿಗಂತ (153, 25, 292, 59)
right-edge-rule (1531, 9, 1535, 2366)
editorial-paragraph: ಬ್ಯಾಂಕ್‌ಗಳು ಅನುಮಾನಾಸ್ಪದ ವಹಿವಾಟುಗಳನ್ನು ತಕ್ಷಣ ತಡೆಹಿಡಿಯುವ ವ್ಯವಸ್ಥೆ ರೂಪಿಸಬೇಕು. ದೂರಸಂಪರ್ಕ ಕಂಪನಿಗಳು ನಕಲಿ ಸಿಮ್‌ಗಳ ಮಾರಾಟಕ್ಕೆ ಕಡಿವಾಣ ಹಾಕಬೇಕು. ಜನಜಾಗೃತಿಯೇ ಇಂತಹ ವಂಚನೆಗೆ ನಿಜವಾದ ಮದ್ದು. ಇದು ಸರ್ಕಾರ, ಸಮಾಜ ಎರಡರ ಹೊಣೆಯೂ ಹೌದು. (77, 796, 494, 855)
edition-city: ಹುಬ್ಬಳ್ಳಿ (1462, 85, 1500, 102)
letter-paragraph: ಭೂಸ್ವಾಧೀನ, ಮರಗಳ ನಾಶ, ಅಂತರ್ಜಲದ ಮೇಲಿನ ಪರಿಣಾಮ ಇವನ್ನೆಲ್ಲ ಪರಿಗಣಿಸದೆ ಯೋಜನೆ ಕೈಗೆತ್ತಿಕೊಳ್ಳುವುದು ಸರಿಯಲ್ಲ. ಸಾರ್ವಜನಿಕ ಸಾರಿಗೆ ಬಲಪಡಿಸುವುದೇ ಸಂಚಾರ ದಟ್ಟಣೆಗೆ ಶಾಶ್ವತ ಪರಿಹಾರ. ವಿದೇಶಗಳ ಅನುಭವವೂ ಇದನ್ನೇ ಹೇಳುತ್ತದೆ. (1121, 1900, 1484, 2090)
letter-paragraph: ರಾಜ್ಯ ರಾಜಧಾನಿಯಲ್ಲಿ ಪ್ರಸ್ತಾವಿತ ಸುರಂಗ ರಸ್ತೆ ಯೋಜನೆ ಜನಹಿತಕ್ಕಿಂತ ಪ್ರತಿಷ್ಠೆಯ ಯೋಜನೆಯಂತೆ ಕಾಣುತ್ತಿದೆ. ಸಾವಿರಾರು ಕೋಟಿ ವೆಚ್ಚದ ಈ ಯೋಜನೆಯಿಂದ ನಗರದ ಶೇ 20% ವಾಹನ ಸವಾರರಿಗೂ ಪ್ರಯೋಜನವಾಗದು ಎಂಬುದು ತಜ್ಞರ ಅಭಿಪ್ರಾಯ. ಇದೇ ಹಣದಲ್ಲಿ ಬಸ್ ವ್ಯವಸ್ಥೆ, ಮೆಟ್ರೋ ವಿಸ್ತರಣೆ, ರಸ್ತೆ ದುರಸ್ತಿ ಮಾಡಿದರೆ ಶೇ 50%ಕ್ಕೂ ಹೆಚ್ಚು ಜನರಿಗೆ ಅನುಕೂಲವಾಗುತ್ತದೆ. (1121, 1900, 1297, 2049)
editorial-dropcap: ದೇ (77, 252, 122, 302)
second-article-body (519, 1078, 1498, 1847)
article-column-1 (519, 262, 701, 993)
magenta-dot-icon (158, 2347, 171, 2360)
cyan-dot-icon (955, 2347, 968, 2360)
letter-body (77, 1898, 596, 2265)
black-dot-icon (1398, 2347, 1411, 2360)
columnist-photo (130, 1260, 225, 1355)
